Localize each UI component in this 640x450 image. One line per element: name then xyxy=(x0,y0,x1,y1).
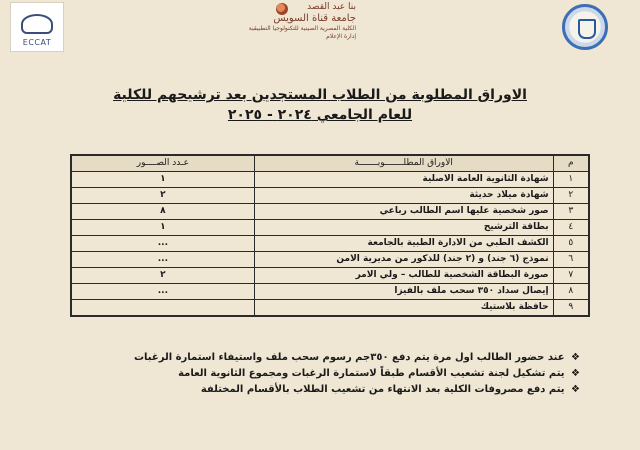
row-number: ١ xyxy=(553,172,589,188)
faculty-name: الكلية المصرية الصينية للتكنولوجيا التطبيقية xyxy=(248,25,356,32)
row-document: شهادة الثانوية العامة الاصلية xyxy=(254,172,553,188)
diamond-bullet-icon: ❖ xyxy=(571,352,580,363)
suez-canal-university-seal-icon xyxy=(562,4,608,50)
table-row xyxy=(71,268,589,284)
notes-list xyxy=(100,350,580,398)
table-row xyxy=(71,172,589,188)
row-number: ٥ xyxy=(553,236,589,252)
table-header-row xyxy=(71,155,589,172)
table-row xyxy=(71,252,589,268)
department-name: إدارة الإعلام xyxy=(326,33,356,40)
row-copies: ... xyxy=(71,236,254,252)
row-copies: ٢ xyxy=(71,188,254,204)
note-text: عند حضور الطالب اول مرة يتم دفع ٣٥٠جم رسوم سحب ملف واستيفاء استمارة الرغبات xyxy=(134,352,565,363)
row-number: ٩ xyxy=(553,300,589,317)
table-row xyxy=(71,284,589,300)
row-copies: ٢ xyxy=(71,268,254,284)
note-text: يتم تشكيل لجنة تشعيب الأقسام طبقاً لاستمارة الرغبات ومجموع الثانوية العامة xyxy=(178,368,565,379)
row-document: صورة البطاقة الشخصية للطالب – ولي الامر xyxy=(254,268,553,284)
seal-shield-icon xyxy=(578,19,596,39)
row-number: ٧ xyxy=(553,268,589,284)
row-number: ٣ xyxy=(553,204,589,220)
note-item xyxy=(100,382,580,398)
row-copies: ... xyxy=(71,252,254,268)
diamond-bullet-icon: ❖ xyxy=(571,384,580,395)
eccat-logo-text: ECCAT xyxy=(22,38,52,47)
row-number: ٦ xyxy=(553,252,589,268)
academic-year-title: للعام الجامعي ٢٠٢٤ - ٢٠٢٥ xyxy=(227,107,413,123)
header-line-1: بنا عبد القصد xyxy=(307,2,356,12)
note-text: يتم دفع مصروفات الكلية بعد الانتهاء من تشعيب الطلاب بالأقسام المختلفة xyxy=(200,384,565,395)
row-document: شهادة ميلاد حديثة xyxy=(254,188,553,204)
institution-header xyxy=(226,2,356,41)
table-row xyxy=(71,204,589,220)
row-copies: ٨ xyxy=(71,204,254,220)
column-header-documents: الاوراق المطلـــــــوبـــــــة xyxy=(254,155,553,172)
table-row xyxy=(71,300,589,317)
row-copies xyxy=(71,300,254,317)
column-header-number: م xyxy=(553,155,589,172)
row-document: نموذج (٦ جند) و (٢ جند) للذكور من مديرية الامن xyxy=(254,252,553,268)
diamond-bullet-icon: ❖ xyxy=(571,368,580,379)
note-item xyxy=(100,350,580,366)
row-copies: ١ xyxy=(71,172,254,188)
row-document: حافظة بلاستيك xyxy=(254,300,553,317)
row-number: ٨ xyxy=(553,284,589,300)
eccat-logo xyxy=(10,2,64,52)
table-row xyxy=(71,236,589,252)
table-row xyxy=(71,188,589,204)
table-row xyxy=(71,220,589,236)
required-documents-table xyxy=(70,154,590,317)
document-title: الاوراق المطلوبة من الطلاب المستجدين بعد ترشيحهم للكلية xyxy=(113,87,527,103)
row-document: بطاقة الترشيح xyxy=(254,220,553,236)
row-copies: ١ xyxy=(71,220,254,236)
row-copies: ... xyxy=(71,284,254,300)
row-number: ٤ xyxy=(553,220,589,236)
university-name: جامعة قناة السويس xyxy=(273,13,356,24)
row-document: الكشف الطبي من الادارة الطبية بالجامعة xyxy=(254,236,553,252)
row-document: صور شخصية عليها اسم الطالب رباعي xyxy=(254,204,553,220)
eccat-logo-mark-icon xyxy=(21,14,53,34)
note-item xyxy=(100,366,580,382)
row-number: ٢ xyxy=(553,188,589,204)
row-document: إيصال سداد ٣٥٠ سحب ملف بالفيزا xyxy=(254,284,553,300)
column-header-copies: عـدد الصــــور xyxy=(71,155,254,172)
